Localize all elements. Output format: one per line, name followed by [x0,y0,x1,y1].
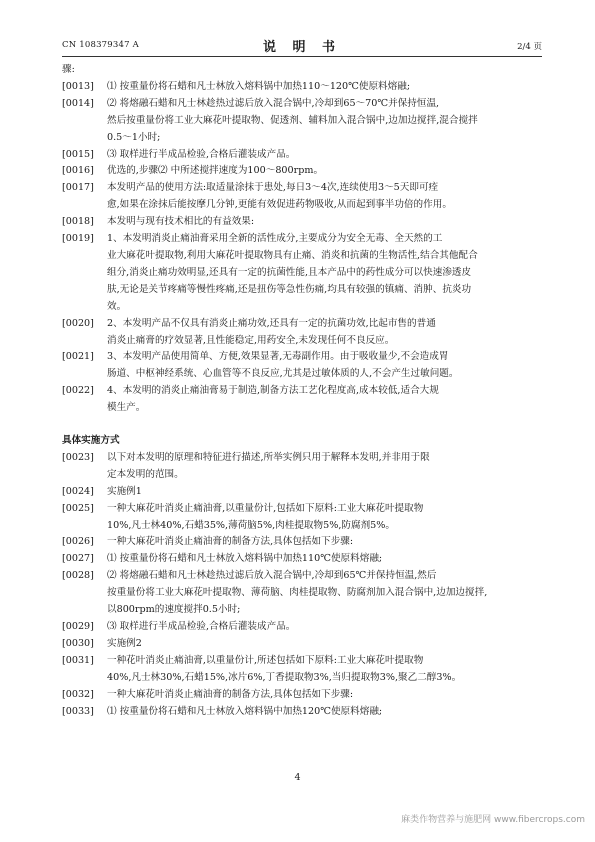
page-header [62,38,542,54]
text-line [62,248,542,265]
section-title: 具体实施方式 [62,435,120,447]
text-line [62,96,542,113]
text-line [62,602,542,619]
text-line [62,687,542,704]
text-line [62,467,542,484]
section-heading [62,433,542,450]
line-text: 消炎止痛膏的疗效显著,且性能稳定,用药安全,未发现任何不良反应。 [107,334,395,346]
text-line [62,163,542,180]
paragraph-number: [0015] [62,148,94,160]
line-text: 4、本发明的消炎止痛油膏易于制造,制备方法工艺化程度高,成本较低,适合大规 [107,385,439,397]
text-line [62,704,542,721]
line-text: ⑶ 取样进行半成品检验,合格后灌装成产品。 [107,148,296,160]
text-line [62,316,542,333]
paragraph-number: [0018] [62,216,94,228]
text-line [62,636,542,653]
text-line [62,349,542,366]
paragraph-number: [0029] [62,621,94,632]
page-number: 4 [294,772,301,783]
text-line [62,484,542,501]
paragraph-number: [0032] [62,688,94,700]
line-text: 按重量份将工业大麻花叶提取物、薄荷脑、肉桂提取物、防腐剂加入混合锅中,边加边搅拌, [107,587,488,599]
text-line [62,501,542,518]
text-line [62,130,542,147]
line-text: 本发明产品的使用方法:取适量涂抹于患处,每日3～4次,连续使用3～5天即可痊 [107,182,439,194]
line-text: 2、本发明产品不仅具有消炎止痛功效,还具有一定的抗菌功效,比起市售的普通 [107,317,436,329]
line-text: 模生产。 [107,402,146,414]
text-line [62,180,542,197]
line-text: 以下对本发明的原理和特征进行描述,所举实例只用于解释本发明,并非用于限 [107,451,430,463]
text-line [62,619,542,636]
paragraph-number: [0026] [62,536,94,548]
line-text: ⑴ 按重量份将石蜡和凡士林放入熔料锅中加热110～120℃使原料熔融; [107,80,411,92]
text-line [62,653,542,670]
header-divider [62,56,542,57]
paragraph-number: [0024] [62,485,94,497]
paragraph-number: [0013] [62,80,94,92]
paragraph-number: [0025] [62,502,94,514]
text-line [62,383,542,400]
page-indicator: 2/4 页 [517,42,542,52]
text-line [62,670,542,687]
text-line [62,79,542,96]
line-text: 骤: [62,64,75,75]
line-text: 实施例1 [107,485,142,497]
line-text: 优选的,步骤⑵ 中所述搅拌速度为100～800rpm。 [107,165,324,177]
line-text: 10%,凡士林40%,石蜡35%,薄荷脑5%,肉桂提取物5%,防腐剂5%。 [107,519,395,531]
text-line [62,400,542,417]
line-text: 定本发明的范围。 [107,468,184,480]
line-text: 肠道、中枢神经系统、心血管等不良反应,尤其是过敏体质的人,不会产生过敏问题。 [107,368,459,380]
paragraph-number: [0016] [62,165,94,177]
line-text: 本发明与现有技术相比的有益效果: [107,216,255,228]
text-line [62,366,542,383]
text-line [62,113,542,130]
paragraph-number: [0031] [62,654,94,666]
paragraph-number: [0023] [62,451,94,463]
paragraph-number: [0021] [62,351,94,363]
text-line [62,551,542,568]
text-line [62,299,542,316]
paragraph-gap [62,417,542,433]
patent-number: CN 108379347 A [62,40,139,50]
paragraph-number: [0014] [62,97,94,109]
line-text: 3、本发明产品使用简单、方便,效果显著,无毒副作用。由于吸收量少,不会造成胃 [107,351,449,363]
line-text: 0.5～1小时; [107,131,161,143]
line-text: ⑴ 按重量份将石蜡和凡士林放入熔料锅中加热110℃使原料熔融; [107,553,383,565]
text-line [62,333,542,350]
line-text: 一种大麻花叶消炎止痛油膏,以重量份计,包括如下原料:工业大麻花叶提取物 [107,502,424,514]
text-line [62,518,542,535]
text-line [62,534,542,551]
text-line [62,585,542,602]
paragraph-number: [0022] [62,385,94,397]
paragraph-number: [0019] [62,233,94,245]
document-title: 说 明 书 [262,40,342,55]
text-line [62,282,542,299]
text-line [62,450,542,467]
line-text: 一种大麻花叶消炎止痛油膏的制备方法,具体包括如下步骤: [107,688,354,700]
line-text: ⑴ 按重量份将石蜡和凡士林放入熔料锅中加热120℃使原料熔融; [107,705,383,717]
line-text: 实施例2 [107,637,142,649]
line-text: 一种花叶消炎止痛油膏,以重量份计,所述包括如下原料:工业大麻花叶提取物 [107,654,424,666]
paragraph-number: [0020] [62,317,94,329]
text-line [62,147,542,164]
line-text: 业大麻花叶提取物,利用大麻花叶提取物具有止痛、消炎和抗菌的生物活性,结合其他配合 [107,249,478,261]
line-text: 以800rpm的速度搅拌0.5小时; [107,604,241,616]
watermark: 麻类作物营养与施肥网 www.fibercrops.com [401,815,585,825]
line-text: 效。 [107,300,127,312]
text-line [62,265,542,282]
text-line [62,214,542,231]
paragraph-number: [0030] [62,637,94,649]
line-text: ⑵ 将熔融石蜡和凡士林趁热过滤后放入混合锅中,冷却到65～70℃并保持恒温, [107,97,440,109]
line-text: 组分,消炎止痛功效明显,还具有一定的抗菌性能,且本产品中的药性成分可以快速渗透皮 [107,266,472,278]
paragraph-number: [0027] [62,553,94,565]
paragraph-number: [0033] [62,705,94,717]
text-line [62,197,542,214]
text-line [62,62,542,79]
line-text: 一种大麻花叶消炎止痛油膏的制备方法,具体包括如下步骤: [107,536,354,548]
line-text: ⑵ 将熔融石蜡和凡士林趁热过滤后放入混合锅中,冷却到65℃并保持恒温,然后 [107,570,437,582]
paragraph-number: [0017] [62,182,94,194]
line-text: 愈,如果在涂抹后能按摩几分钟,更能有效促进药物吸收,从而起到事半功倍的作用。 [107,199,452,211]
text-line [62,231,542,248]
line-text: 肤,无论是关节疼痛等慢性疼痛,还是扭伤等急性伤痛,均具有较强的镇痛、消肿、抗炎功 [107,283,472,295]
document-body [62,62,542,720]
line-text: ⑶ 取样进行半成品检验,合格后灌装成产品。 [107,621,296,632]
line-text: 40%,凡士林30%,石蜡15%,冰片6%,丁香提取物3%,当归提取物3%,聚乙二醇3%。 [107,671,462,683]
line-text: 然后按重量份将工业大麻花叶提取物、促透剂、辅料加入混合锅中,边加边搅拌,混合搅拌 [107,114,478,126]
text-line [62,568,542,585]
paragraph-number: [0028] [62,570,94,582]
line-text: 1、本发明消炎止痛油膏采用全新的活性成分,主要成分为安全无毒、全天然的工 [107,233,443,245]
